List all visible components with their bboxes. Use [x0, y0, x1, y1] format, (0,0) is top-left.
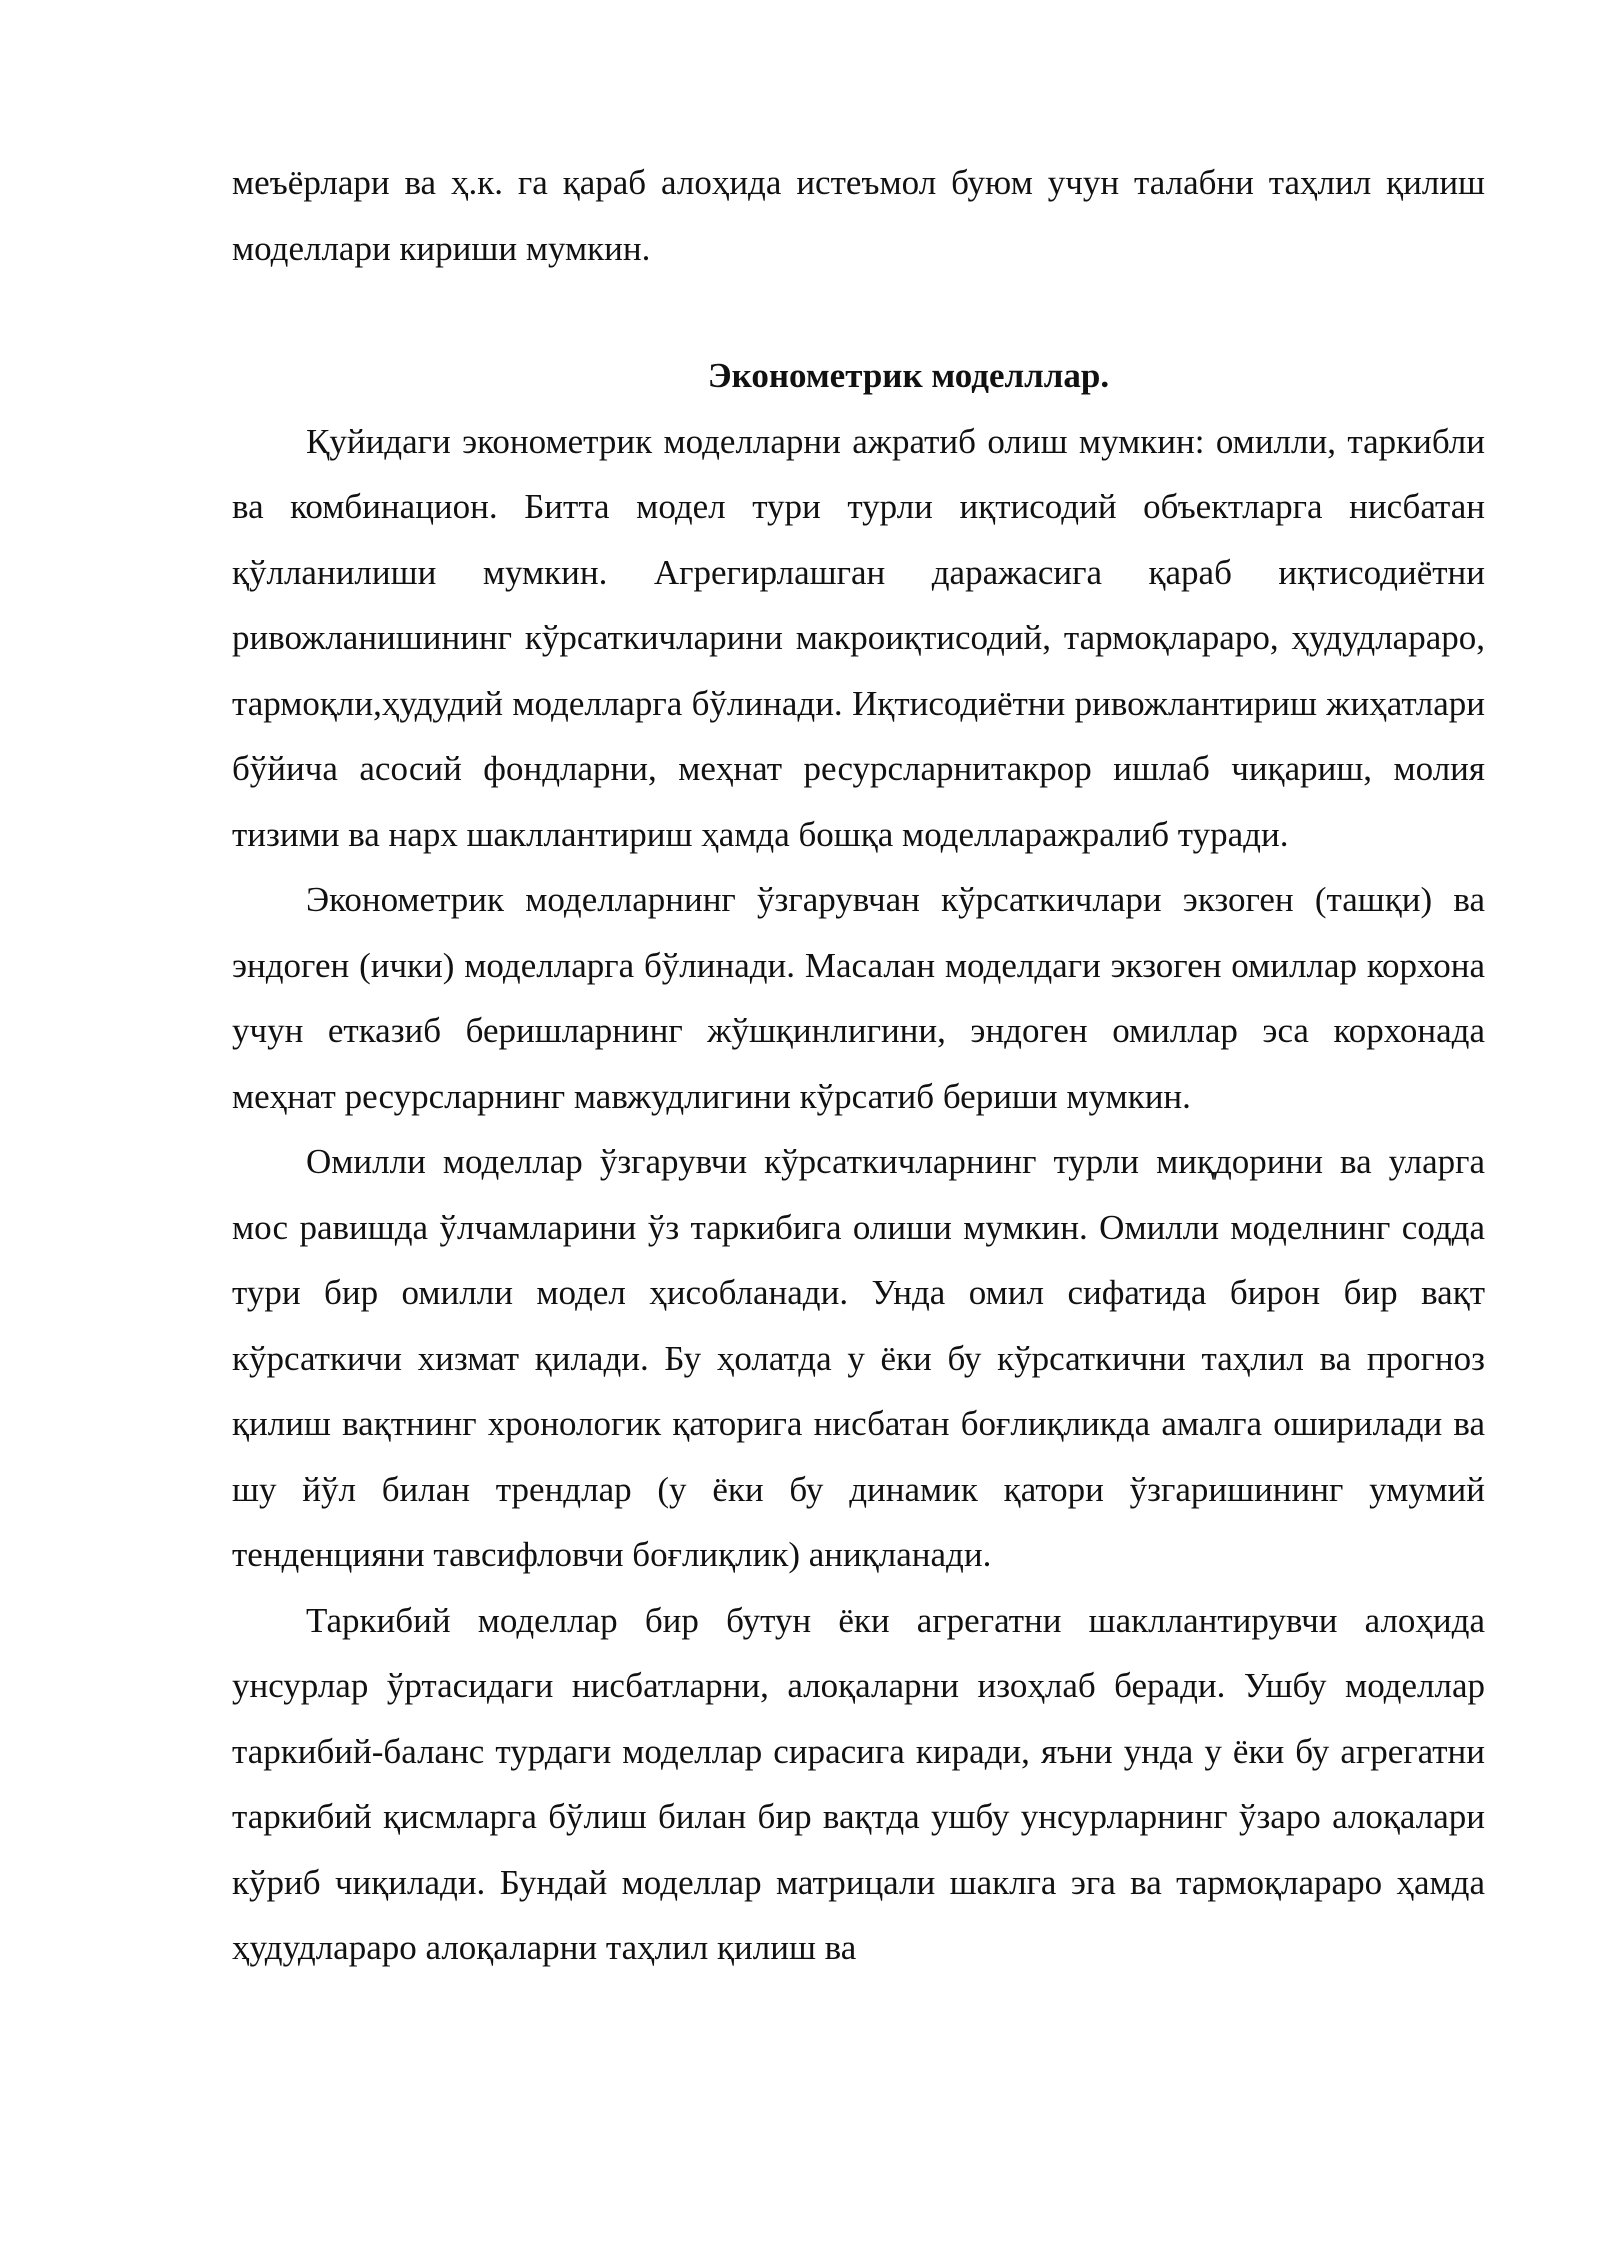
paragraph-factor-models: Омилли моделлар ўзгарувчи кўрсаткичларнинг турли миқдорини ва уларга мос равишда ўлчамларини ўз таркибига олиши мумкин. Омилли моделнинг содда тури бир омилли модел ҳисобланади. Унда омил сифатида бирон бир вақт кўрсаткичи хизмат қилади. Бу ҳолатда у ёки бу кўрсаткични таҳлил ва прогноз қилиш вақтнинг хронологик қаторига нисбатан боғлиқликда амалга оширилади ва шу йўл билан трендлар (у ёки бу динамик қатори ўзгаришининг умумий тенденцияни тавсифловчи боғлиқлик) аниқланади. — [232, 1142, 1485, 1574]
intro-paragraph: меъёрлари ва ҳ.к. га қараб алоҳида истеъмол буюм учун талабни таҳлил қилиш моделлари кириши мумкин. — [232, 163, 1485, 268]
section-heading: Эконометрик моделллар. — [707, 356, 1110, 395]
text-column — [232, 150, 1485, 1981]
paragraph-structural-models: Таркибий моделлар бир бутун ёки агрегатни шакллантирувчи алоҳида унсурлар ўртасидаги нисбатларни, алоқаларни изоҳлаб беради. Ушбу моделлар таркибий-баланс турдаги моделлар сирасига киради, яъни унда у ёки бу агрегатни таркибий қисмларга бўлиш билан бир вақтда ушбу унсурларнинг ўзаро алоқалари кўриб чиқилади. Бундай моделлар матрицали шаклга эга ва тармоқлараро ҳамда ҳудудлараро алоқаларни таҳлил қилиш ва — [232, 1600, 1485, 1967]
paragraph-model-types: Қуйидаги эконометрик моделларни ажратиб олиш мумкин: омилли, таркибли ва комбинацион. Битта модел тури турли иқтисодий объектларга нисбатан қўлланилиши мумкин. Агрегирлашган даражасига қараб иқтисодиётни ривожланишининг кўрсаткичларини макроиқтисодий, тармоқлараро, ҳудудлараро, тармоқли,ҳудудий моделларга бўлинади. Иқтисодиётни ривожлантириш жиҳатлари бўйича асосий фондларни, меҳнат ресурсларнитакрор ишлаб чиқариш, молия тизими ва нарх шакллантириш ҳамда бошқа моделларажралиб туради. — [232, 421, 1485, 854]
paragraph-exogenous-endogenous: Эконометрик моделларнинг ўзгарувчан кўрсаткичлари экзоген (ташқи) ва эндоген (ички) моделларга бўлинади. Масалан моделдаги экзоген омиллар корхона учун етказиб беришларнинг жўшқинлигини, эндоген омиллар эса корхонада меҳнат ресурсларнинг мавжудлигини кўрсатиб бериши мумкин. — [232, 880, 1485, 1116]
